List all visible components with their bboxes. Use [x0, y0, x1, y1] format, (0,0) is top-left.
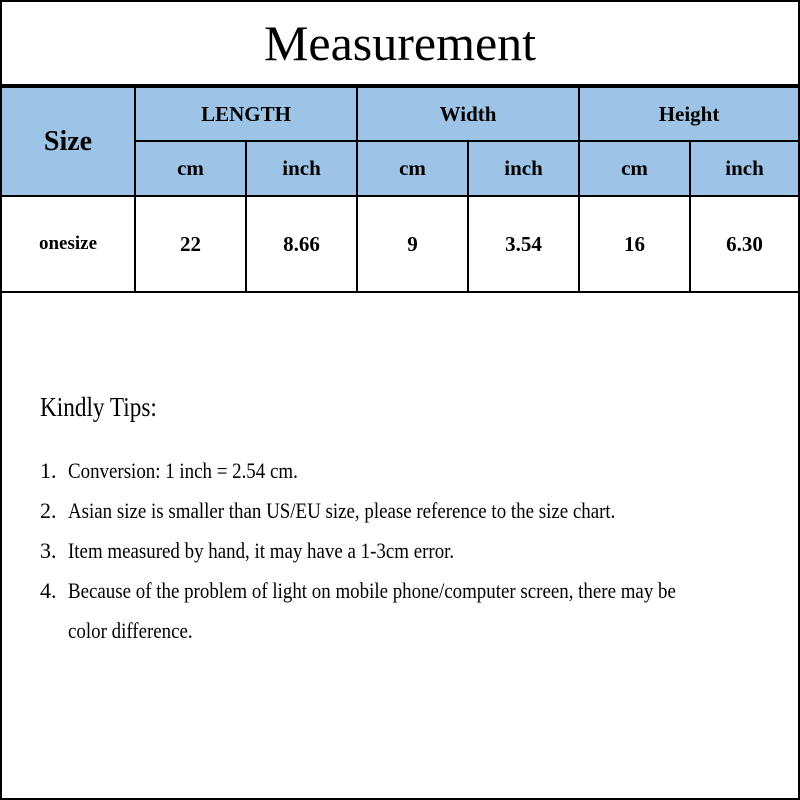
page-title: Measurement: [2, 2, 798, 86]
table-header-row: [2, 87, 798, 141]
width-header: Width: [357, 87, 579, 141]
length-header: LENGTH: [135, 87, 357, 141]
height-header: Height: [579, 87, 798, 141]
unit-header: cm: [579, 141, 690, 196]
unit-header: inch: [690, 141, 798, 196]
kindly-tips: [40, 392, 780, 651]
size-table: [2, 86, 798, 293]
width-inch-value: 3.54: [468, 196, 579, 292]
tip-number: 3.: [40, 538, 57, 563]
tip-text: Item measured by hand, it may have a 1-3cm error.: [68, 538, 455, 563]
unit-header: cm: [135, 141, 246, 196]
list-item: [40, 531, 780, 571]
tip-number: 2.: [40, 498, 57, 523]
tip-text: Conversion: 1 inch = 2.54 cm.: [68, 458, 298, 483]
width-cm-value: 9: [357, 196, 468, 292]
length-cm-value: 22: [135, 196, 246, 292]
tip-text: Asian size is smaller than US/EU size, please reference to the size chart.: [68, 498, 616, 523]
size-value: onesize: [2, 196, 135, 292]
tip-text: Because of the problem of light on mobile phone/computer screen, there may be color difference.: [68, 578, 676, 643]
length-inch-value: 8.66: [246, 196, 357, 292]
height-cm-value: 16: [579, 196, 690, 292]
table-row: [2, 196, 798, 292]
unit-header: inch: [246, 141, 357, 196]
tips-title: Kindly Tips:: [40, 392, 157, 422]
tips-list: [40, 451, 780, 651]
list-item: [40, 571, 780, 651]
list-item: [40, 491, 780, 531]
tip-number: 4.: [40, 578, 57, 603]
unit-header: inch: [468, 141, 579, 196]
size-column-header: Size: [2, 87, 135, 196]
tip-number: 1.: [40, 458, 57, 483]
list-item: [40, 451, 780, 491]
unit-header: cm: [357, 141, 468, 196]
height-inch-value: 6.30: [690, 196, 798, 292]
